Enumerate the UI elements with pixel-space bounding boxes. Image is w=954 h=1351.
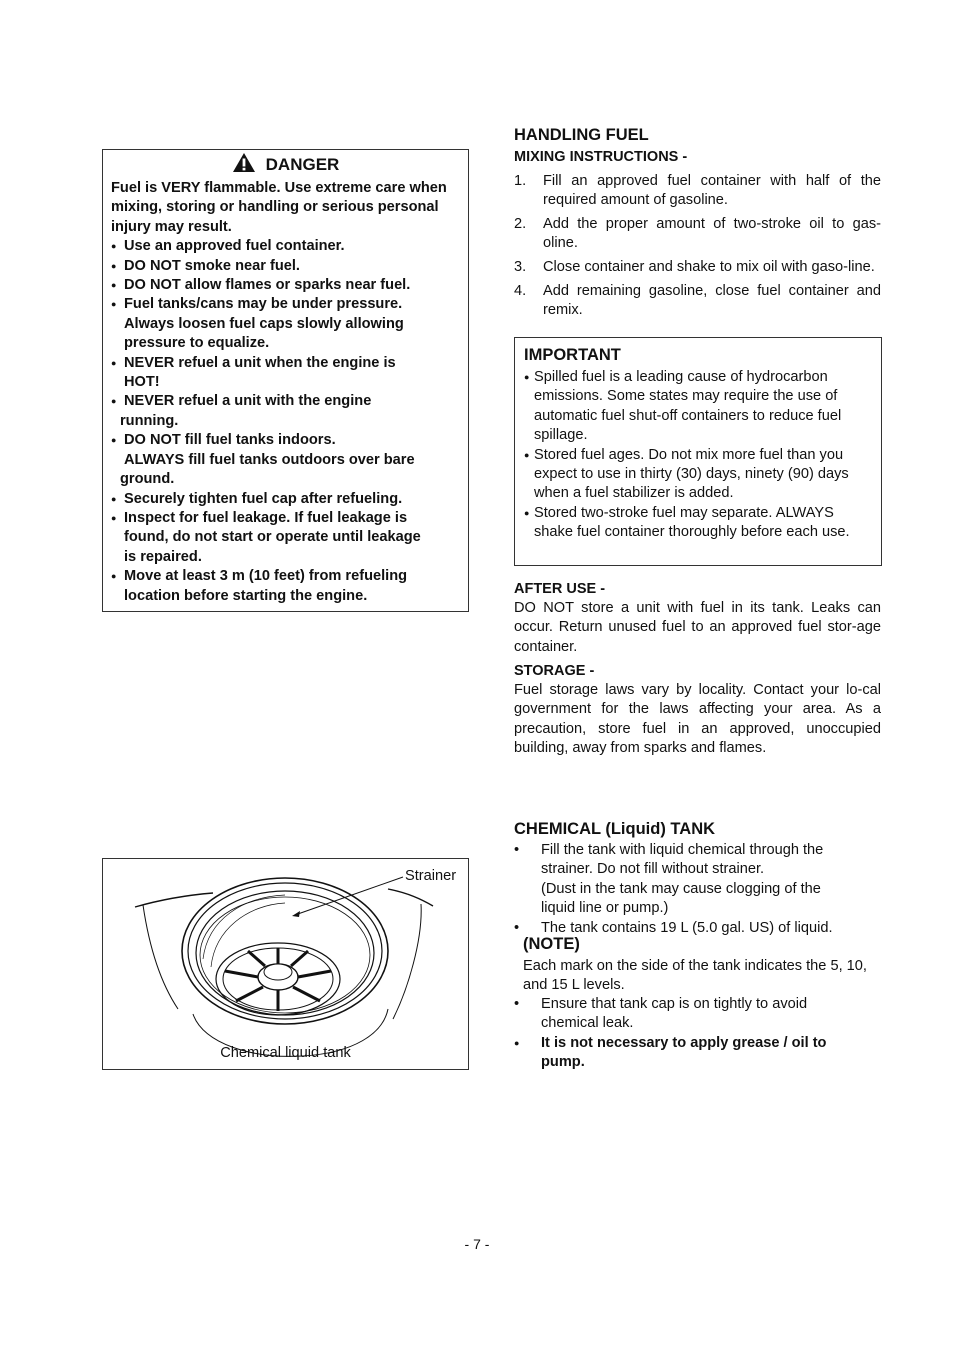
chemical-item: [514, 841, 884, 919]
bullet-icon: ●: [111, 241, 117, 252]
warning-icon: [232, 152, 256, 178]
bullet-icon: •: [514, 996, 520, 1012]
danger-list-item: [111, 237, 460, 256]
chemical-line: pump.: [541, 1054, 585, 1071]
step-text: Fill an approved fuel container with half of the required amount of gasoline.: [543, 173, 881, 208]
danger-line: Always loosen fuel caps slowly allowing: [124, 315, 404, 332]
chemical-line: Ensure that tank cap is on tightly to avoid: [541, 996, 808, 1012]
chemical-item: [514, 995, 884, 1034]
important-text: Stored two-stroke fuel may separate. ALWAYS shake fuel container thoroughly before each use.: [534, 504, 850, 541]
chemical-tank-list-2: [514, 995, 884, 1073]
step-number: 4.: [514, 283, 527, 299]
chemical-item: [514, 1034, 884, 1073]
bullet-icon: ●: [524, 449, 530, 460]
danger-list-item: [111, 392, 460, 431]
tank-figure: [102, 858, 469, 1070]
danger-list-item: [111, 354, 460, 393]
danger-body: [111, 179, 460, 606]
tank-strainer-illustration: [103, 859, 468, 1069]
chemical-line: Fill the tank with liquid chemical through the: [541, 842, 824, 858]
danger-line: DO NOT fill fuel tanks indoors.: [124, 432, 336, 449]
chemical-line: strainer. Do not fill without strainer.: [541, 861, 765, 878]
bullet-icon: ●: [111, 396, 117, 407]
important-box: [514, 337, 882, 566]
note-title: (NOTE): [523, 935, 580, 953]
important-title: IMPORTANT: [524, 346, 621, 364]
bullet-icon: ●: [111, 299, 117, 310]
important-item: [524, 504, 871, 543]
danger-list-item: [111, 431, 460, 489]
step-text: Close container and shake to mix oil with gaso-line.: [543, 259, 875, 275]
chemical-line: liquid line or pump.): [541, 900, 669, 917]
danger-line: NEVER refuel a unit with the engine: [124, 393, 372, 410]
strainer-label: Strainer: [405, 868, 457, 884]
danger-line: location before starting the engine.: [124, 587, 368, 604]
mixing-step: [514, 172, 881, 210]
chemical-tank-list: [514, 841, 884, 938]
danger-line: Use an approved fuel container.: [124, 238, 345, 255]
mixing-step: [514, 215, 881, 253]
step-text: Add remaining gasoline, close fuel container and remix.: [543, 283, 881, 318]
mixing-steps-list: [514, 172, 881, 325]
figure-caption: Chemical liquid tank: [220, 1045, 351, 1061]
bullet-icon: •: [514, 842, 520, 858]
bullet-icon: ●: [111, 260, 117, 271]
danger-line: pressure to equalize.: [124, 335, 270, 352]
bullet-icon: •: [514, 919, 520, 936]
step-number: 1.: [514, 173, 527, 189]
danger-list: [111, 237, 460, 606]
step-number: 2.: [514, 216, 527, 232]
danger-list-item: [111, 276, 460, 295]
danger-line: running.: [120, 412, 179, 429]
danger-list-item: [111, 490, 460, 509]
after-use-text: DO NOT store a unit with fuel in its tank. Leaks can occur. Return unused fuel to an approved fuel stor-age container.: [514, 600, 881, 655]
danger-line: NEVER refuel a unit when the engine is: [124, 354, 396, 371]
step-number: 3.: [514, 259, 527, 275]
bullet-icon: ●: [111, 493, 117, 504]
danger-line: is repaired.: [124, 548, 202, 565]
danger-heading: [103, 152, 468, 178]
danger-line: DO NOT smoke near fuel.: [124, 257, 300, 274]
danger-list-item: [111, 509, 460, 567]
chemical-tank-title: CHEMICAL (Liquid) TANK: [514, 820, 716, 838]
danger-line: Securely tighten fuel cap after refueling.: [124, 490, 403, 507]
important-item: [524, 446, 871, 504]
bullet-icon: ●: [111, 280, 117, 291]
important-list: [524, 368, 871, 543]
chemical-line: The tank contains 19 L (5.0 gal. US) of liquid.: [541, 919, 833, 936]
danger-line: HOT!: [124, 374, 160, 391]
danger-line: Inspect for fuel leakage. If fuel leakage is: [124, 509, 408, 526]
danger-line: ground.: [120, 471, 175, 488]
chemical-line: It is not necessary to apply grease / oil to: [541, 1034, 827, 1051]
bullet-icon: ●: [514, 1037, 520, 1048]
danger-list-item: [111, 567, 460, 606]
bullet-icon: ●: [111, 357, 117, 368]
mixing-instructions-title: MIXING INSTRUCTIONS -: [514, 149, 688, 165]
mixing-step: [514, 282, 881, 320]
chemical-line: chemical leak.: [541, 1015, 634, 1032]
storage-title: STORAGE -: [514, 663, 595, 679]
danger-intro: Fuel is VERY flammable. Use extreme care when mixing, storing or handling or serious personal injury may result.: [111, 180, 447, 235]
danger-list-item: [111, 295, 460, 353]
danger-line: DO NOT allow flames or sparks near fuel.: [124, 277, 411, 294]
storage-text: Fuel storage laws vary by locality. Contact your lo-cal government for the laws affecting your area. As a precaution, store fuel in an approved, unoccupied building, away from sparks and flames.: [514, 682, 881, 757]
bullet-icon: ●: [524, 507, 530, 518]
important-text: Stored fuel ages. Do not mix more fuel than you expect to use in thirty (30) days, ninety (90) days when a fuel stabilizer is added.: [534, 446, 849, 502]
danger-line: Move at least 3 m (10 feet) from refueling: [124, 568, 408, 585]
danger-box: [102, 149, 469, 612]
danger-title: DANGER: [265, 155, 340, 174]
bullet-icon: ●: [524, 372, 530, 382]
note-text: Each mark on the side of the tank indicates the 5, 10, and 15 L levels.: [523, 958, 867, 994]
handling-fuel-title: HANDLING FUEL: [514, 126, 649, 144]
danger-list-item: [111, 257, 460, 276]
bullet-icon: ●: [111, 571, 117, 582]
danger-line: found, do not start or operate until leakage: [124, 529, 421, 546]
bullet-icon: ●: [111, 435, 117, 446]
danger-line: Fuel tanks/cans may be under pressure.: [124, 296, 403, 313]
mixing-step: [514, 258, 881, 277]
important-item: [524, 368, 871, 446]
danger-line: ALWAYS fill fuel tanks outdoors over bare: [124, 451, 415, 468]
step-text: Add the proper amount of two-stroke oil to gas-oline.: [543, 216, 881, 251]
after-use-title: AFTER USE -: [514, 581, 606, 597]
page-number: - 7 -: [464, 1236, 490, 1252]
bullet-icon: ●: [111, 512, 117, 523]
important-text: Spilled fuel is a leading cause of hydrocarbon emissions. Some states may require the use of automatic fuel shut-off containers to reduce fuel spillage.: [534, 369, 842, 444]
chemical-line: (Dust in the tank may cause clogging of the: [541, 880, 821, 897]
